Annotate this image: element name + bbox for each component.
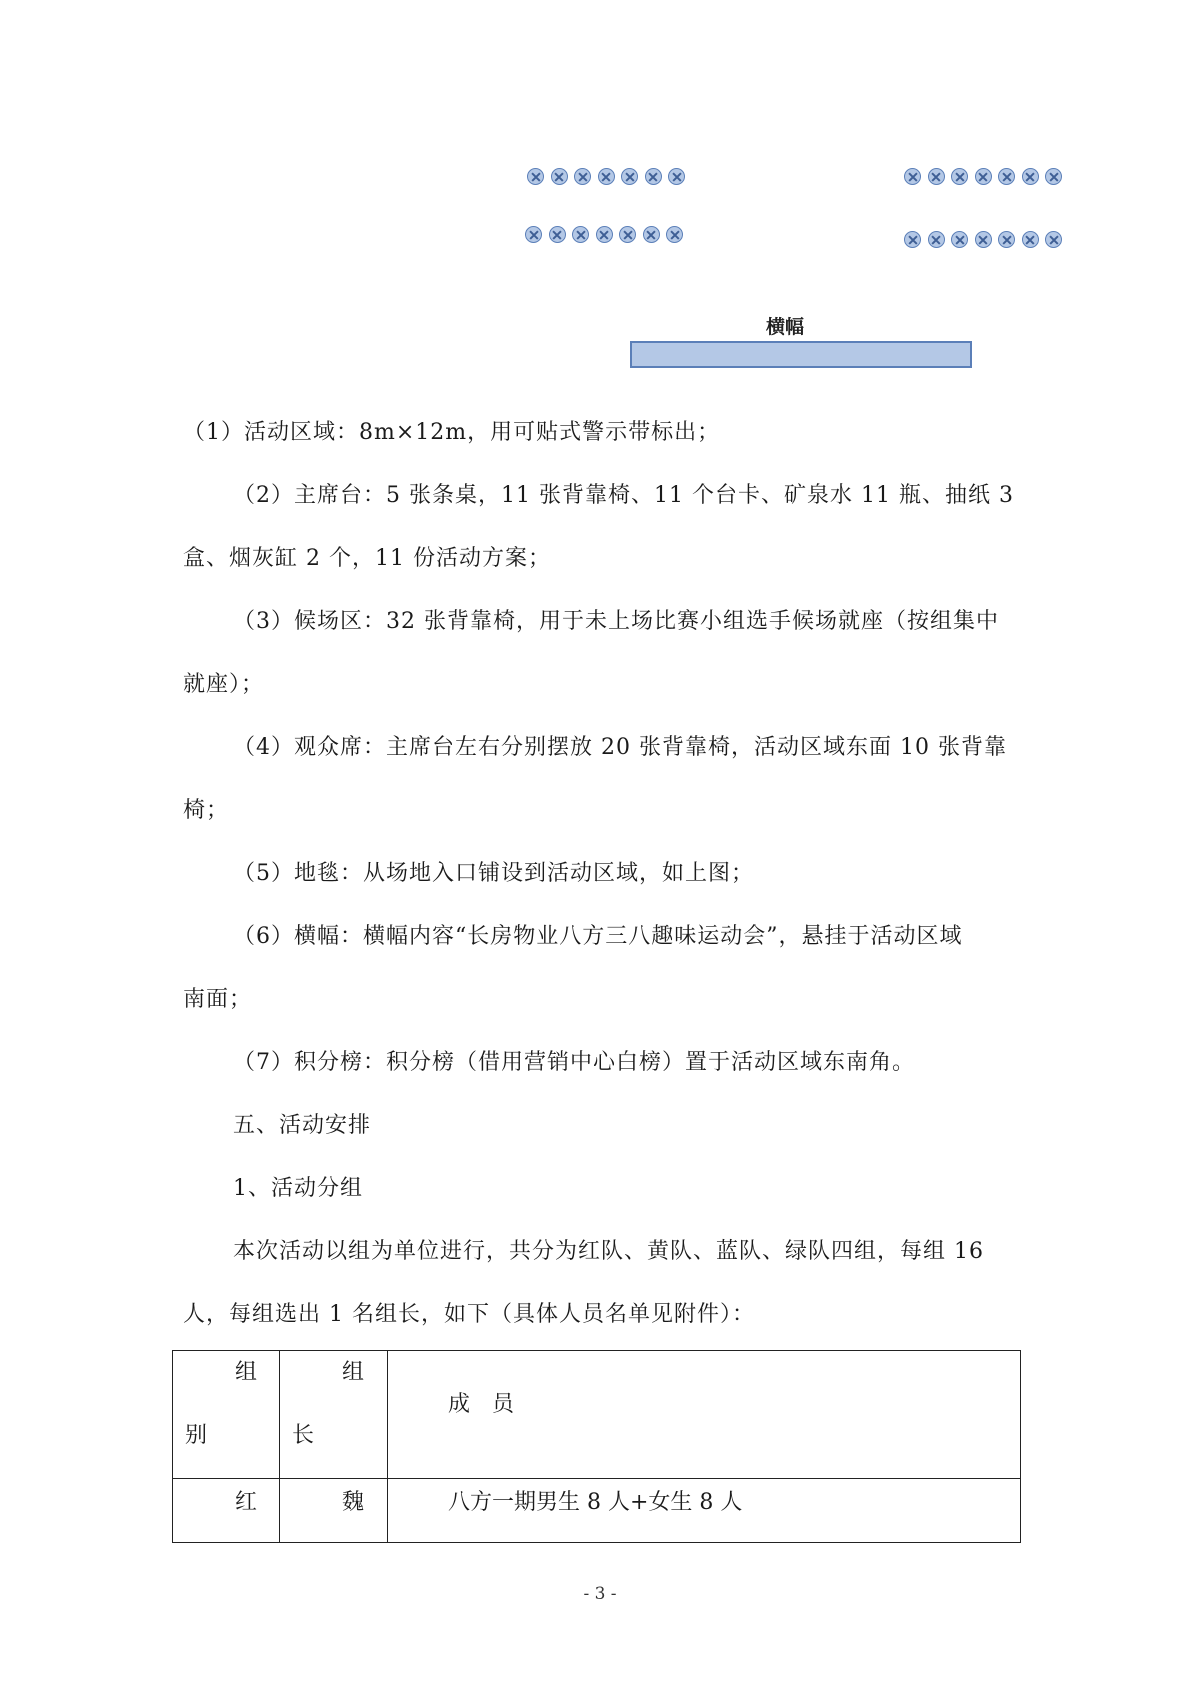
item-line: （6）横幅：横幅内容“长房物业八方三八趣味运动会”，悬挂于活动区域 — [233, 924, 963, 949]
group-name: 红 — [235, 1490, 258, 1515]
header-group-bottom: 别 — [185, 1423, 208, 1448]
banner-shape — [630, 341, 972, 368]
item-line: 椅； — [183, 798, 230, 823]
group-cell — [173, 1479, 280, 1543]
header-leader-top: 组 — [342, 1360, 365, 1385]
x-circle-icon — [643, 226, 660, 243]
intro-line: 人，每组选出 1 名组长，如下（具体人员名单见附件）： — [183, 1302, 755, 1327]
groups-table — [172, 1350, 1021, 1543]
item-line: （7）积分榜：积分榜（借用营销中心白榜）置于活动区域东南角。 — [233, 1050, 915, 1075]
item-line: 南面； — [183, 987, 253, 1012]
intro-line: 本次活动以组为单位进行，共分为红队、黄队、蓝队、绿队四组，每组 16 — [233, 1239, 984, 1264]
x-circle-icon — [572, 226, 589, 243]
x-circle-icon — [904, 231, 921, 248]
item-line: （1）活动区域：8m×12m，用可贴式警示带标出； — [183, 420, 721, 445]
seat-row-right-top — [904, 168, 1062, 185]
table-row — [173, 1479, 1021, 1543]
x-circle-icon — [666, 226, 683, 243]
x-circle-icon — [527, 168, 544, 185]
x-circle-icon — [1022, 231, 1039, 248]
header-leader-cell — [280, 1351, 388, 1479]
x-circle-icon — [928, 168, 945, 185]
x-circle-icon — [551, 168, 568, 185]
x-circle-icon — [998, 168, 1015, 185]
x-circle-icon — [549, 226, 566, 243]
members-text: 八方一期男生 8 人+女生 8 人 — [448, 1490, 743, 1515]
x-circle-icon — [574, 168, 591, 185]
x-circle-icon — [525, 226, 542, 243]
x-circle-icon — [904, 168, 921, 185]
page-number: - 3 - — [583, 1584, 617, 1604]
item-line: （3）候场区：32 张背靠椅，用于未上场比赛小组选手候场就座（按组集中 — [233, 609, 999, 634]
item-line: 盒、烟灰缸 2 个，11 份活动方案； — [183, 546, 551, 571]
x-circle-icon — [645, 168, 662, 185]
item-line: 就座）； — [183, 672, 265, 697]
x-circle-icon — [1045, 168, 1062, 185]
header-members-cell — [388, 1351, 1021, 1479]
leader-name: 魏 — [342, 1490, 365, 1515]
x-circle-icon — [951, 168, 968, 185]
members-cell — [388, 1479, 1021, 1543]
x-circle-icon — [1022, 168, 1039, 185]
header-leader-bottom: 长 — [292, 1423, 315, 1448]
x-circle-icon — [928, 231, 945, 248]
item-line: （4）观众席：主席台左右分别摆放 20 张背靠椅，活动区域东面 10 张背靠 — [233, 735, 1007, 760]
x-circle-icon — [621, 168, 638, 185]
x-circle-icon — [668, 168, 685, 185]
seat-row-left-top — [527, 168, 685, 185]
header-group-top: 组 — [235, 1360, 258, 1385]
item-line: （5）地毯：从场地入口铺设到活动区域，如上图； — [233, 861, 754, 886]
x-circle-icon — [951, 231, 968, 248]
seat-row-left-bottom — [525, 226, 683, 243]
x-circle-icon — [619, 226, 636, 243]
x-circle-icon — [998, 231, 1015, 248]
banner-label: 横幅 — [766, 316, 805, 338]
header-group-cell — [173, 1351, 280, 1479]
x-circle-icon — [975, 168, 992, 185]
leader-cell — [280, 1479, 388, 1543]
subsection-title: 1、活动分组 — [233, 1176, 363, 1201]
seat-row-right-bottom — [904, 231, 1062, 248]
x-circle-icon — [1045, 231, 1062, 248]
x-circle-icon — [596, 226, 613, 243]
x-circle-icon — [598, 168, 615, 185]
item-line: （2）主席台：5 张条桌，11 张背靠椅、11 个台卡、矿泉水 11 瓶、抽纸 3 — [233, 483, 1014, 508]
x-circle-icon — [975, 231, 992, 248]
header-members: 成 员 — [448, 1392, 515, 1417]
table-header-row — [173, 1351, 1021, 1479]
section-title: 五、活动安排 — [233, 1113, 372, 1138]
